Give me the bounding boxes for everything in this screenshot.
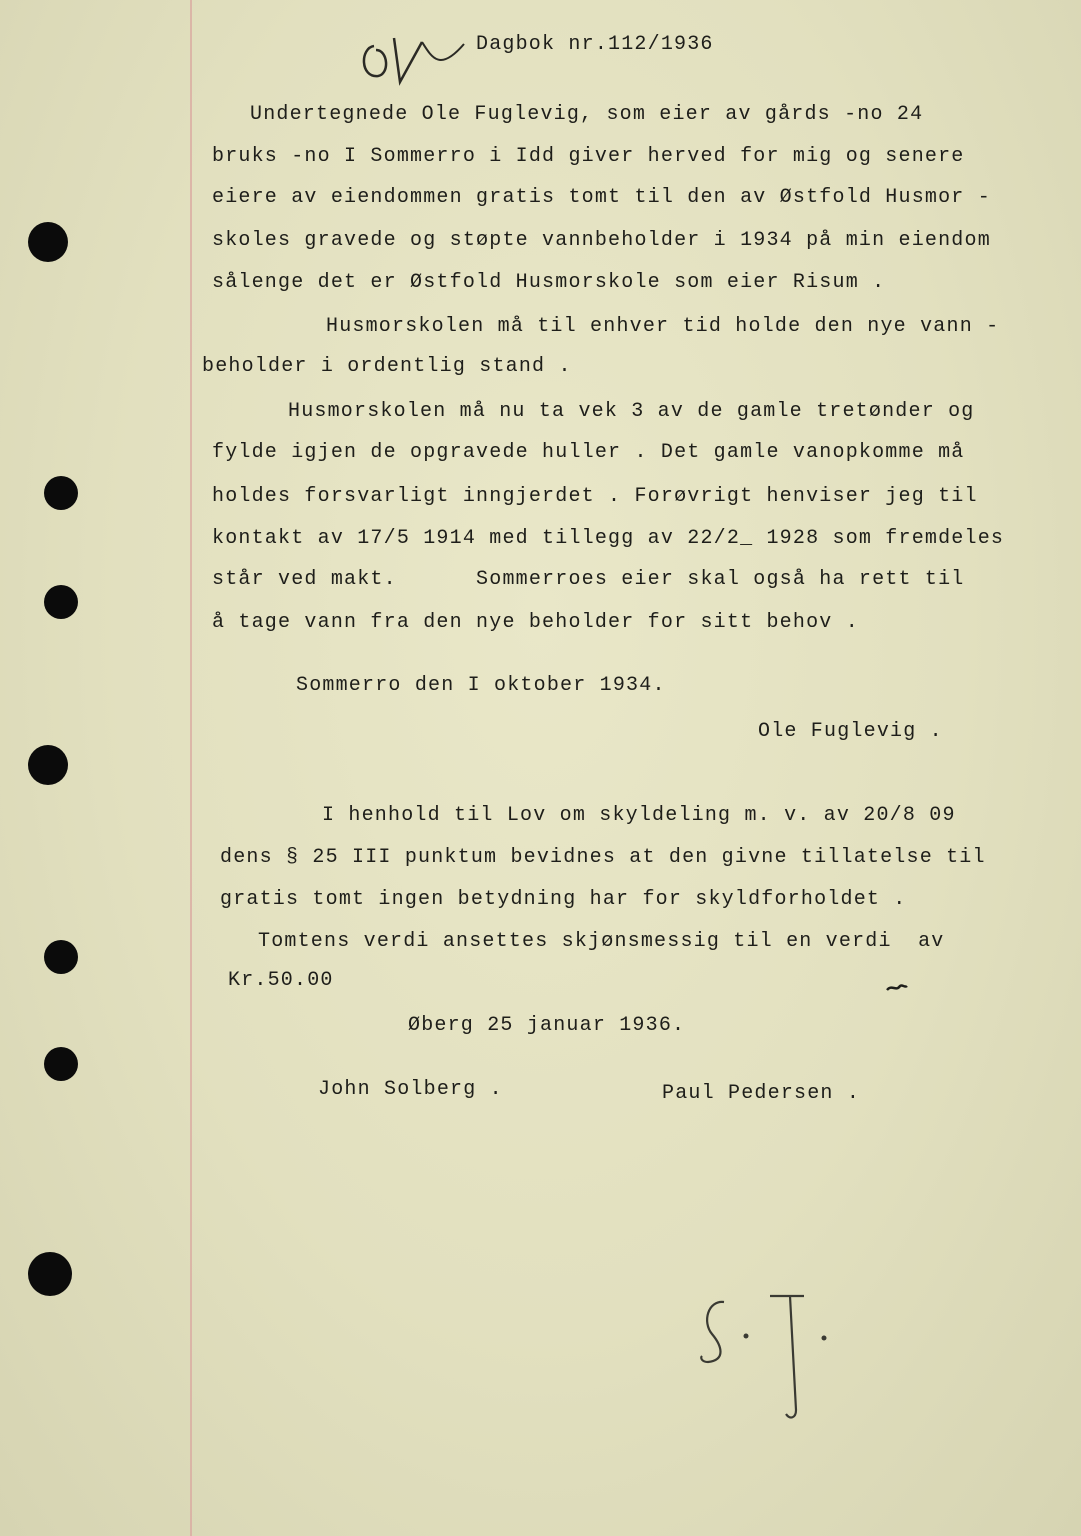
declaration-line: Undertegnede Ole Fuglevig, som eier av gårds -no 24 [250, 103, 924, 126]
document-header: Dagbok nr.112/1936 [476, 33, 714, 56]
punch-hole [44, 1047, 78, 1081]
certification-line: dens § 25 III punktum bevidnes at den givne tillatelse til [220, 846, 986, 869]
certification-line: gratis tomt ingen betydning har for skyldforholdet . [220, 888, 907, 911]
declaration-line: eiere av eiendommen gratis tomt til den av Østfold Husmor - [212, 186, 991, 209]
punch-hole [44, 585, 78, 619]
dash-mark [884, 980, 910, 996]
certification-line: I henhold til Lov om skyldeling m. v. av 20/8 09 [322, 804, 956, 827]
declaration-line: Husmorskolen må til enhver tid holde den nye vann - [326, 315, 1000, 338]
witness-name: Paul Pedersen . [662, 1082, 861, 1105]
declaration-line: holdes forsvarligt inngjerdet . Forøvrigt henviser jeg til [212, 485, 978, 508]
handwritten-ok-mark [352, 28, 472, 88]
declaration-line: sålenge det er Østfold Husmorskole som eier Risum . [212, 271, 886, 294]
declaration-line: kontakt av 17/5 1914 med tillegg av 22/2_ 1928 som fremdeles [212, 527, 1005, 550]
witness-name: John Solberg . [318, 1078, 503, 1101]
declaration-line: skoles gravede og støpte vannbeholder i 1934 på min eiendom [212, 229, 991, 252]
signer-name: Ole Fuglevig . [758, 720, 943, 743]
handwritten-initials [690, 1290, 840, 1430]
certification-date: Øberg 25 januar 1936. [408, 1014, 686, 1037]
punch-hole [28, 222, 68, 262]
declaration-line: fylde igjen de opgravede huller . Det gamle vanopkomme må [212, 441, 965, 464]
declaration-line: Husmorskolen må nu ta vek 3 av de gamle tretønder og [288, 400, 975, 423]
punch-hole [44, 940, 78, 974]
punch-hole [28, 745, 68, 785]
declaration-line: beholder i ordentlig stand . [202, 355, 572, 378]
declaration-line: å tage vann fra den nye beholder for sitt behov . [212, 611, 859, 634]
certification-line: Kr.50.00 [228, 969, 334, 992]
red-margin-rule [190, 0, 192, 1536]
certification-line: Tomtens verdi ansettes skjønsmessig til en verdi av [258, 930, 945, 953]
declaration-line: står ved makt. Sommerroes eier skal også ha rett til [212, 568, 965, 591]
punch-hole [28, 1252, 72, 1296]
punch-hole [44, 476, 78, 510]
declaration-line: bruks -no I Sommerro i Idd giver herved for mig og senere [212, 145, 965, 168]
place-date: Sommerro den I oktober 1934. [296, 674, 666, 697]
